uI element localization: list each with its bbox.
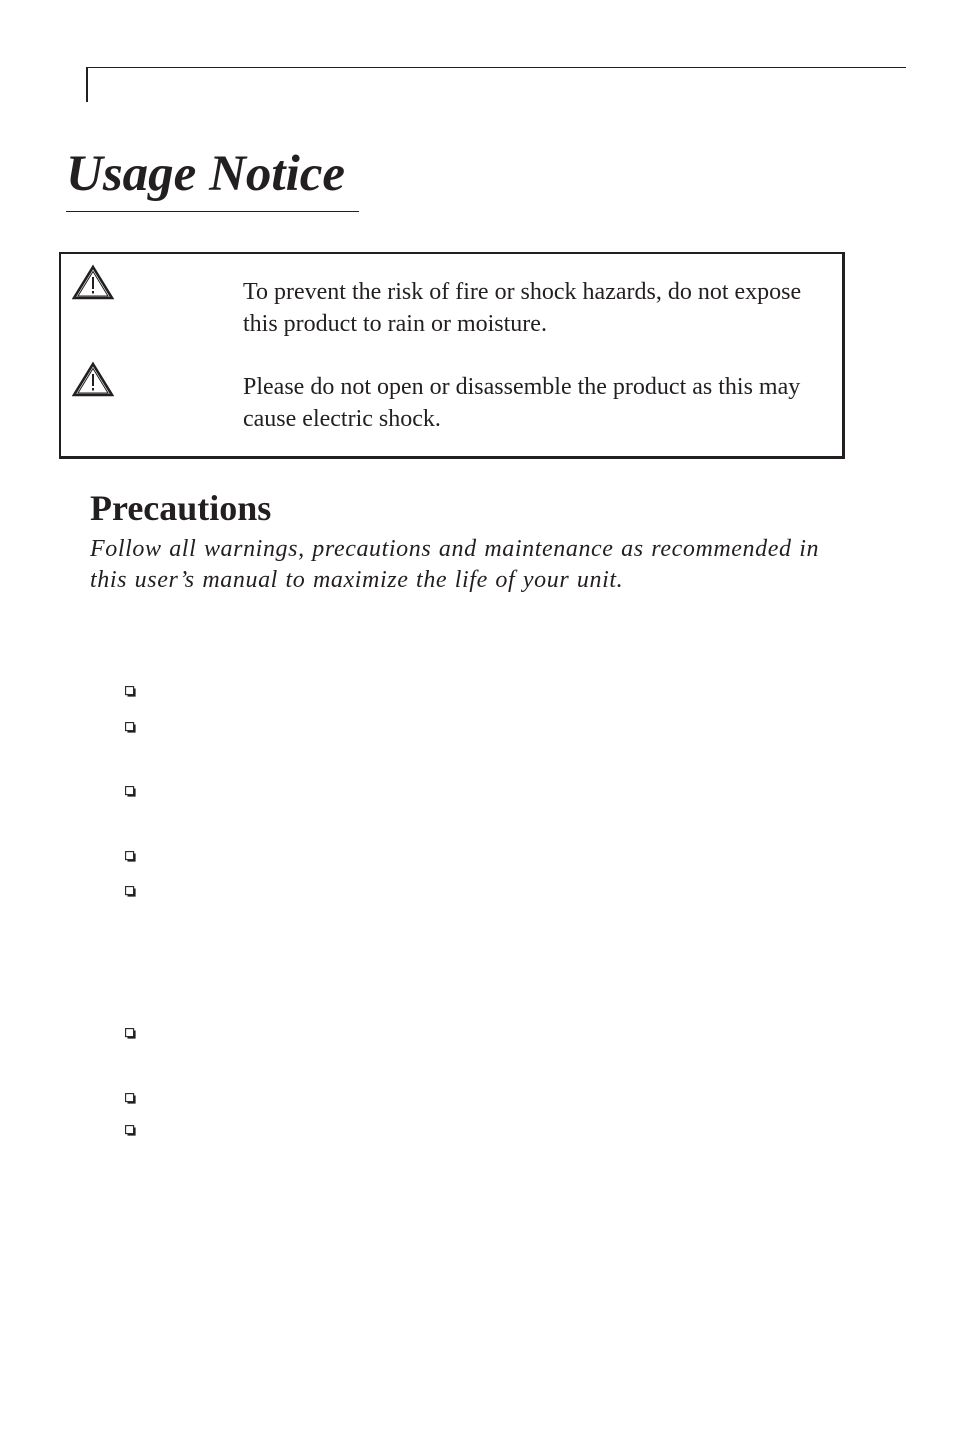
warning-triangle-icon — [72, 361, 114, 397]
warning-triangle-icon — [72, 264, 114, 300]
empty-checkbox-icon — [125, 686, 136, 697]
empty-checkbox-icon — [125, 786, 136, 797]
header-rule — [87, 67, 906, 68]
empty-checkbox-icon — [125, 886, 136, 897]
title-underline — [66, 211, 359, 212]
header-corner-mark — [86, 67, 88, 102]
section-heading: Precautions — [90, 488, 272, 528]
section-intro: Follow all warnings, precautions and maintenance as recommended in this user’s manual to maximize the life of your unit. — [90, 536, 820, 593]
warning-text: To prevent the risk of fire or shock hazards, do not expose this product to rain or moisture. — [243, 279, 802, 337]
empty-checkbox-icon — [125, 1125, 136, 1136]
empty-checkbox-icon — [125, 1093, 136, 1104]
warning-text: Please do not open or disassemble the product as this may cause electric shock. — [243, 374, 801, 432]
page-title: Usage Notice — [66, 146, 346, 202]
empty-checkbox-icon — [125, 722, 136, 733]
empty-checkbox-icon — [125, 851, 136, 862]
empty-checkbox-icon — [125, 1028, 136, 1039]
